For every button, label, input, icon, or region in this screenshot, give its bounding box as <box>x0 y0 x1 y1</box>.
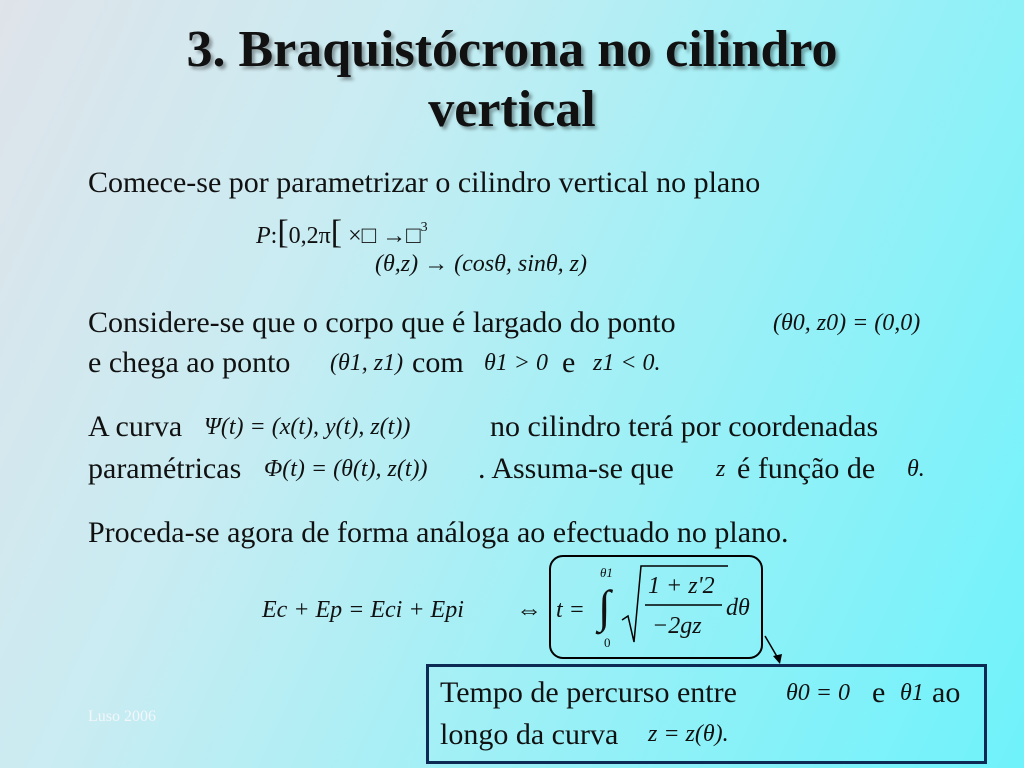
energy-equation: Ec + Ep = Eci + Epi <box>262 597 464 623</box>
callout-line1: Tempo de percurso entre <box>440 676 737 709</box>
theta1-condition: θ1 > 0 <box>484 350 548 376</box>
title-line-1: 3. Braquistócrona no cilindro <box>186 21 838 78</box>
psi-formula: Ψ(t) = (x(t), y(t), z(t)) <box>204 414 411 440</box>
callout-curve: z = z(θ). <box>648 721 729 747</box>
para1-text: Comece-se por parametrizar o cilindro vertical no plano <box>88 166 761 199</box>
z1-condition: z1 < 0. <box>593 350 661 376</box>
integrand-numerator: 1 + z'2 <box>648 573 715 599</box>
callout-theta1: θ1 <box>900 680 924 706</box>
parametrization-formula: P:[0,2π[ ×□ →□$^3$ <box>256 214 428 251</box>
callout-e: e <box>872 676 886 709</box>
para3-curva: A curva <box>88 410 183 443</box>
integral-upper-limit: θ1 <box>600 565 613 580</box>
phi-formula: Φ(t) = (θ(t), z(t)) <box>264 456 428 482</box>
para3-line1-rest: no cilindro terá por coordenadas <box>490 410 879 443</box>
integrand-denominator: −2gz <box>652 613 702 639</box>
para2-line1: Considere-se que o corpo que é largado do ponto <box>88 306 676 339</box>
para2-e: e <box>562 346 576 379</box>
para2-com: com <box>412 346 464 379</box>
para3-assuma: . Assuma-se que <box>478 452 674 485</box>
parametrization-map: (θ,z) → (cosθ, sinθ, z) <box>375 251 588 277</box>
iff-symbol: ⇔ <box>516 595 542 624</box>
integral-sign: ∫ <box>598 581 611 632</box>
theta-variable: θ. <box>907 456 925 482</box>
para2-line2: e chega ao ponto <box>88 346 291 379</box>
footer-credit: Luso 2006 <box>88 708 156 725</box>
start-point-formula: (θ0, z0) = (0,0) <box>773 310 921 336</box>
integral-lower-limit: 0 <box>604 635 611 650</box>
callout-theta0: θ0 = 0 <box>786 680 850 706</box>
end-point-formula: (θ1, z1) <box>330 350 404 376</box>
callout-ao: ao <box>932 676 961 709</box>
para3-funcao: é função de <box>737 452 876 485</box>
callout-line2: longo da curva <box>440 718 619 751</box>
para3-parametricas: paramétricas <box>88 452 242 485</box>
title-line-2: vertical <box>428 81 596 138</box>
z-variable: z <box>716 456 726 482</box>
t-equals: t = <box>556 597 585 623</box>
para4-text: Proceda-se agora de forma análoga ao efectuado no plano. <box>88 516 789 549</box>
d-theta: dθ <box>726 595 750 621</box>
